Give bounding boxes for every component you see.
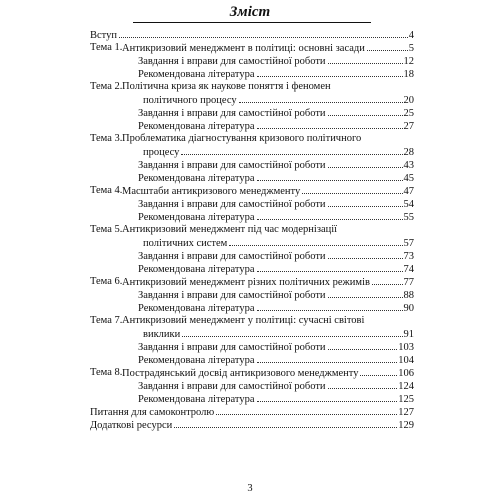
topic-label: Тема 7. xyxy=(90,315,123,326)
toc-page-number: 20 xyxy=(403,95,414,106)
toc-entry[interactable] xyxy=(138,54,414,68)
toc-row xyxy=(90,236,414,249)
toc-entry[interactable] xyxy=(90,28,414,42)
toc-entry[interactable] xyxy=(122,366,414,380)
toc-entry-text: Завдання і вправи для самостійної роботи xyxy=(138,342,326,353)
toc-entry-text: Завдання і вправи для самостійної роботи xyxy=(138,160,326,171)
toc-entry-text: Рекомендована література xyxy=(138,355,255,366)
toc-row xyxy=(90,184,414,197)
toc-entry[interactable] xyxy=(143,145,414,159)
dot-leader xyxy=(257,262,403,272)
toc-entry-text: Завдання і вправи для самостійної роботи xyxy=(138,251,326,262)
toc-page-number: 106 xyxy=(398,368,414,379)
toc-entry[interactable] xyxy=(138,379,414,393)
toc-entry-text: процесу xyxy=(143,147,180,158)
toc-entry-text: Масштаби антикризового менеджменту xyxy=(122,186,301,197)
toc-entry[interactable] xyxy=(138,249,414,263)
toc-entry[interactable] xyxy=(143,236,414,250)
toc-entry-text: Антикризовий менеджмент різних політичних режимів xyxy=(122,277,370,288)
toc-entry-text: Додаткові ресурси xyxy=(90,420,173,431)
toc-entry-text: Завдання і вправи для самостійної роботи xyxy=(138,108,326,119)
dot-leader xyxy=(119,28,408,38)
dot-leader xyxy=(328,106,403,116)
toc-entry[interactable] xyxy=(138,392,414,406)
dot-leader xyxy=(181,145,402,155)
dot-leader xyxy=(328,288,403,298)
toc-entry-text: Завдання і вправи для самостійної роботи xyxy=(138,56,326,67)
toc-row xyxy=(90,327,414,340)
toc-entry[interactable] xyxy=(138,171,414,185)
toc-entry-text: Антикризовий менеджмент під час модернізації xyxy=(122,224,338,235)
toc-page-number: 54 xyxy=(403,199,414,210)
toc-entry[interactable] xyxy=(138,197,414,211)
toc-entry-text: політичного процесу xyxy=(143,95,237,106)
dot-leader xyxy=(257,119,403,129)
toc-row xyxy=(90,405,414,418)
toc-entry-text: Завдання і вправи для самостійної роботи xyxy=(138,381,326,392)
toc-row xyxy=(90,275,414,288)
toc-row xyxy=(90,418,414,431)
toc-entry[interactable] xyxy=(90,418,414,432)
toc-entry-text: Рекомендована література xyxy=(138,69,255,80)
toc-row xyxy=(90,314,414,327)
toc-page-number: 129 xyxy=(398,420,414,431)
topic-label: Тема 5. xyxy=(90,224,123,235)
toc-row xyxy=(90,93,414,106)
toc-page-number: 43 xyxy=(403,160,414,171)
toc-page-number: 47 xyxy=(403,186,414,197)
title-underline xyxy=(133,22,371,23)
toc-entry[interactable] xyxy=(138,210,414,224)
toc-entry-text: Вступ xyxy=(90,30,117,41)
toc-entry[interactable] xyxy=(138,106,414,120)
toc-row xyxy=(90,67,414,80)
topic-label: Тема 2. xyxy=(90,81,123,92)
dot-leader xyxy=(257,392,398,402)
toc-entry[interactable] xyxy=(122,41,414,55)
dot-leader xyxy=(174,418,397,428)
toc-page-number: 18 xyxy=(403,69,414,80)
toc-page-number: 28 xyxy=(403,147,414,158)
toc-entry-text: Питання для самоконтролю xyxy=(90,407,215,418)
toc-row xyxy=(90,392,414,405)
toc-row xyxy=(90,80,414,93)
toc-page-number: 91 xyxy=(403,329,414,340)
dot-leader xyxy=(182,327,402,337)
dot-leader xyxy=(302,184,402,194)
toc-entry[interactable] xyxy=(138,67,414,81)
toc-row xyxy=(90,132,414,145)
toc-row xyxy=(90,145,414,158)
toc-entry-text: політичних систем xyxy=(143,238,228,249)
toc-entry[interactable] xyxy=(122,223,414,236)
toc-page-number: 90 xyxy=(403,303,414,314)
dot-leader xyxy=(360,366,397,376)
toc-page-number: 74 xyxy=(403,264,414,275)
toc-row xyxy=(90,301,414,314)
toc-page-number: 45 xyxy=(403,173,414,184)
dot-leader xyxy=(257,67,403,77)
toc-row xyxy=(90,340,414,353)
dot-leader xyxy=(328,379,398,389)
toc-page-number: 77 xyxy=(403,277,414,288)
dot-leader xyxy=(328,249,403,259)
toc-row xyxy=(90,41,414,54)
toc-entry-text: Рекомендована література xyxy=(138,303,255,314)
topic-label: Тема 6. xyxy=(90,276,123,287)
toc-page-number: 127 xyxy=(398,407,414,418)
dot-leader xyxy=(372,275,403,285)
toc-entry-text: Проблематика діагностування кризового політичного xyxy=(122,133,362,144)
toc-page-number: 57 xyxy=(403,238,414,249)
toc-entry-text: Антикризовий менеджмент у політиці: сучасні світові xyxy=(122,315,365,326)
toc-page-number: 12 xyxy=(403,56,414,67)
toc-row xyxy=(90,171,414,184)
toc-entry[interactable] xyxy=(138,301,414,315)
toc-page-number: 4 xyxy=(408,30,414,41)
toc-entry-text: Пострадянський досвід антикризового менеджменту xyxy=(122,368,359,379)
toc-page-number: 125 xyxy=(398,394,414,405)
page-number: 3 xyxy=(247,483,253,494)
toc-entry[interactable] xyxy=(138,353,414,367)
toc-entry-text: Завдання і вправи для самостійної роботи xyxy=(138,290,326,301)
topic-label: Тема 3. xyxy=(90,133,123,144)
toc-row xyxy=(90,262,414,275)
toc-row xyxy=(90,106,414,119)
toc-page-number: 88 xyxy=(403,290,414,301)
toc-entry-text: Рекомендована література xyxy=(138,212,255,223)
toc-row xyxy=(90,353,414,366)
toc-row xyxy=(90,288,414,301)
topic-label: Тема 4. xyxy=(90,185,123,196)
page-title: Зміст xyxy=(229,4,271,20)
toc-entry-text: Завдання і вправи для самостійної роботи xyxy=(138,199,326,210)
dot-leader xyxy=(328,158,403,168)
toc-entry[interactable] xyxy=(138,119,414,133)
toc-row xyxy=(90,158,414,171)
toc-entry-text: Рекомендована література xyxy=(138,264,255,275)
toc-entry-text: Політична криза як наукове поняття і феномен xyxy=(122,81,331,92)
toc-entry[interactable] xyxy=(138,288,414,302)
toc-entry[interactable] xyxy=(122,314,414,327)
toc-page-number: 103 xyxy=(398,342,414,353)
toc-page-number: 25 xyxy=(403,108,414,119)
toc-entry-text: Рекомендована література xyxy=(138,173,255,184)
toc-entry-text: виклики xyxy=(143,329,181,340)
toc-row xyxy=(90,379,414,392)
toc-entry[interactable] xyxy=(122,80,414,93)
table-of-contents xyxy=(90,28,414,431)
toc-entry[interactable] xyxy=(138,262,414,276)
dot-leader xyxy=(367,41,408,51)
toc-entry[interactable] xyxy=(143,93,414,107)
toc-row xyxy=(90,119,414,132)
toc-entry-text: Рекомендована література xyxy=(138,121,255,132)
dot-leader xyxy=(257,171,403,181)
toc-entry[interactable] xyxy=(122,184,414,198)
dot-leader xyxy=(239,93,403,103)
toc-entry[interactable] xyxy=(143,327,414,341)
dot-leader xyxy=(257,301,403,311)
topic-label: Тема 1. xyxy=(90,42,123,53)
toc-row xyxy=(90,223,414,236)
toc-entry[interactable] xyxy=(138,158,414,172)
toc-page-number: 5 xyxy=(408,43,414,54)
toc-row xyxy=(90,54,414,67)
toc-page-number: 104 xyxy=(398,355,414,366)
toc-page-number: 124 xyxy=(398,381,414,392)
dot-leader xyxy=(328,197,403,207)
toc-entry-text: Антикризовий менеджмент в політиці: основні засади xyxy=(122,43,365,54)
dot-leader xyxy=(216,405,397,415)
dot-leader xyxy=(257,210,403,220)
toc-row xyxy=(90,366,414,379)
dot-leader xyxy=(257,353,398,363)
toc-row xyxy=(90,249,414,262)
toc-entry[interactable] xyxy=(138,340,414,354)
toc-row xyxy=(90,28,414,41)
toc-entry[interactable] xyxy=(122,132,414,145)
dot-leader xyxy=(328,54,403,64)
topic-label: Тема 8. xyxy=(90,367,123,378)
dot-leader xyxy=(328,340,398,350)
toc-entry-text: Рекомендована література xyxy=(138,394,255,405)
dot-leader xyxy=(229,236,402,246)
toc-row xyxy=(90,197,414,210)
toc-page-number: 55 xyxy=(403,212,414,223)
toc-page-number: 27 xyxy=(403,121,414,132)
toc-entry[interactable] xyxy=(122,275,414,289)
toc-row xyxy=(90,210,414,223)
toc-entry[interactable] xyxy=(90,405,414,419)
toc-page-number: 73 xyxy=(403,251,414,262)
